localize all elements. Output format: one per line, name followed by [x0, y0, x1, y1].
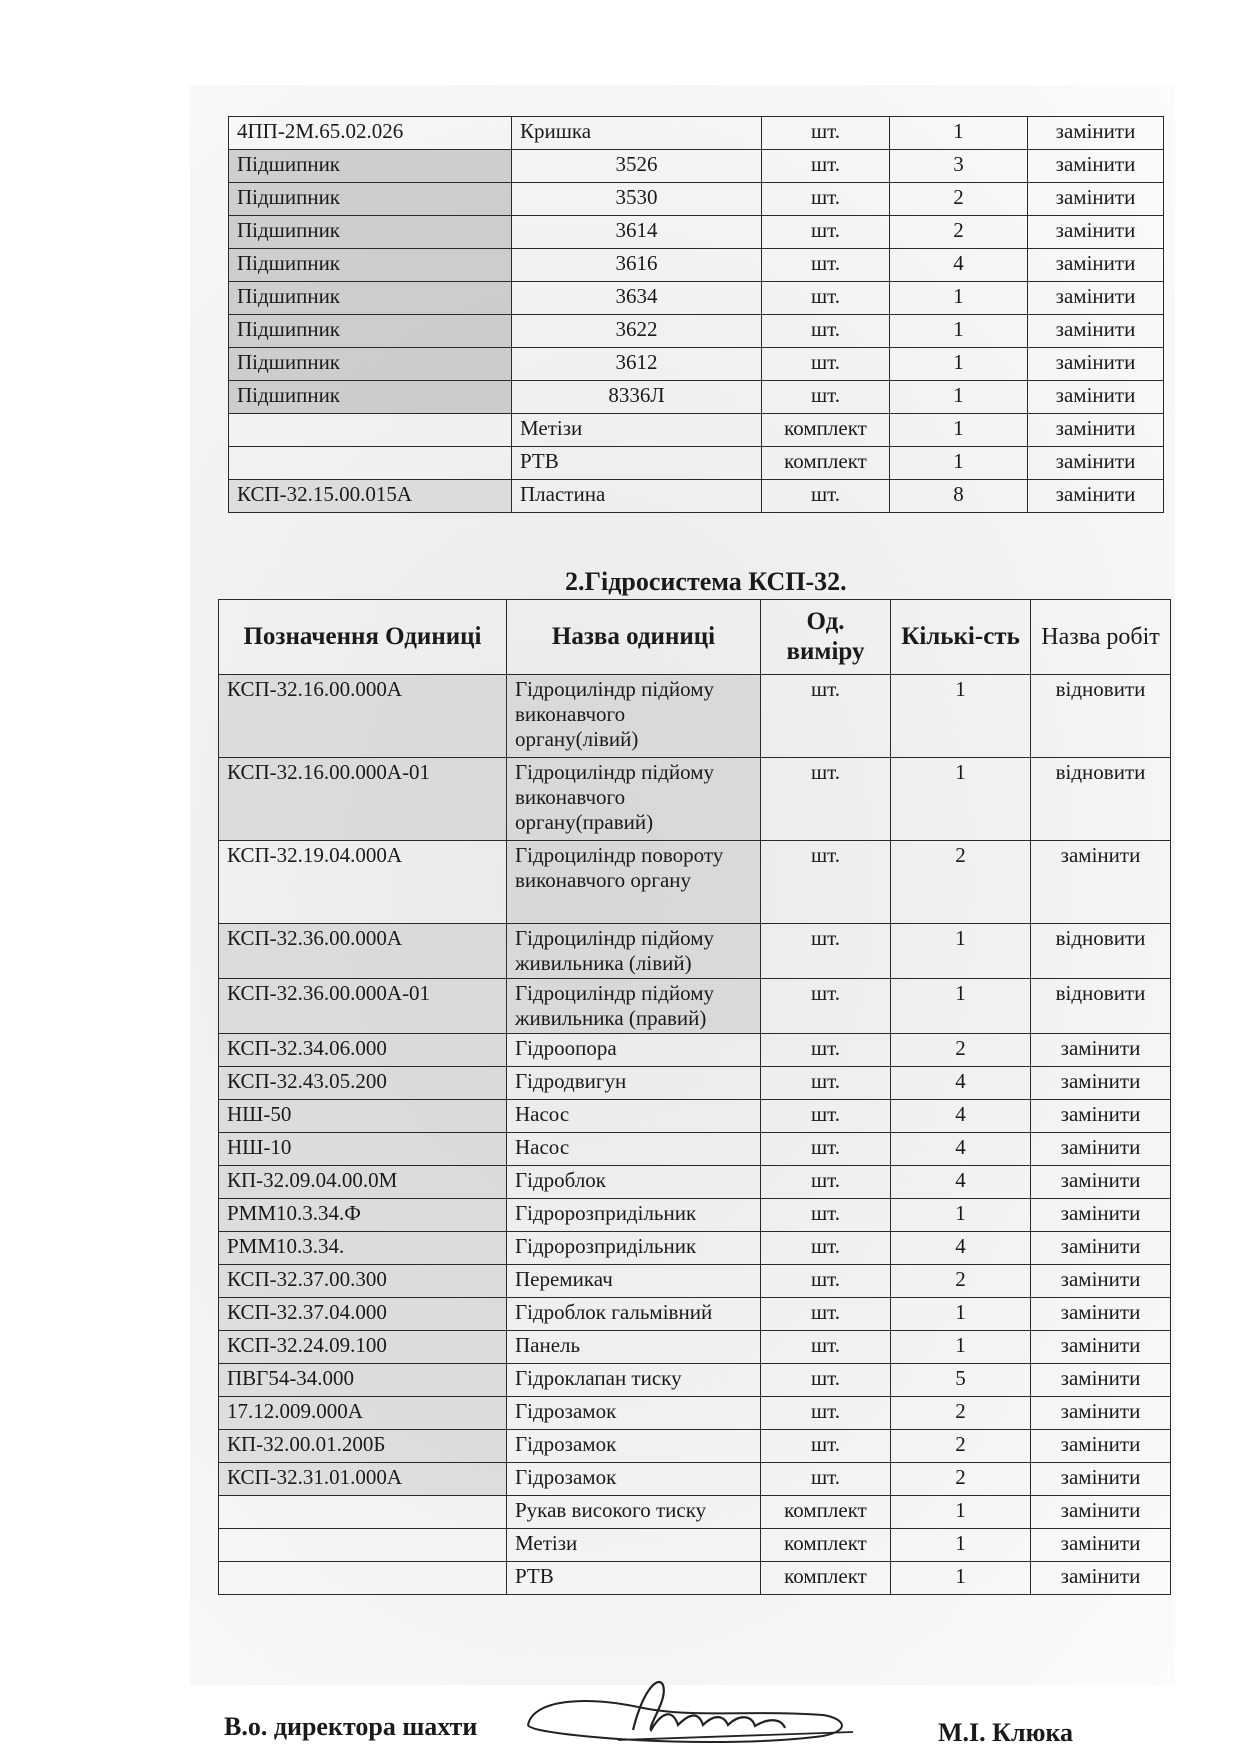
cell-designation: Підшипник: [229, 348, 512, 381]
cell-work: замінити: [1031, 1133, 1171, 1166]
cell-designation: РММ10.3.34.: [219, 1232, 507, 1265]
cell-name: Гідроцилiндр підйому живильника (правий): [507, 979, 761, 1034]
cell-name: Гідроцилiндр підйому живильника (лівий): [507, 924, 761, 979]
cell-name: 3622: [512, 315, 762, 348]
cell-qty: 3: [890, 150, 1028, 183]
header-designation: Позначення Одиниці: [219, 600, 507, 675]
cell-qty: 2: [891, 1397, 1031, 1430]
cell-qty: 2: [890, 183, 1028, 216]
cell-unit: шт.: [762, 150, 890, 183]
cell-qty: 1: [890, 282, 1028, 315]
table-row: [219, 924, 1171, 979]
cell-designation: КСП-32.15.00.015А: [229, 480, 512, 513]
cell-name: Гідрозамок: [507, 1397, 761, 1430]
signatory-name: М.І. Клюка: [938, 1718, 1074, 1747]
cell-qty: 1: [891, 758, 1031, 841]
cell-work: замінити: [1028, 348, 1164, 381]
cell-work: замінити: [1031, 1100, 1171, 1133]
header-name: Назва одиниці: [507, 600, 761, 675]
cell-qty: 1: [891, 924, 1031, 979]
cell-unit: комплект: [762, 414, 890, 447]
cell-name: 3526: [512, 150, 762, 183]
cell-name: РТВ: [507, 1562, 761, 1595]
cell-unit: шт.: [761, 1364, 891, 1397]
cell-name: 3530: [512, 183, 762, 216]
cell-work: замінити: [1028, 183, 1164, 216]
cell-designation: КП-32.09.04.00.0М: [219, 1166, 507, 1199]
cell-unit: комплект: [761, 1529, 891, 1562]
cell-name: 3614: [512, 216, 762, 249]
cell-work: замінити: [1028, 249, 1164, 282]
cell-qty: 2: [891, 1430, 1031, 1463]
cell-designation: КСП-32.19.04.000А: [219, 841, 507, 924]
cell-work: замінити: [1031, 1265, 1171, 1298]
cell-work: замінити: [1031, 1166, 1171, 1199]
cell-name: Гідророзпридільник: [507, 1199, 761, 1232]
cell-unit: шт.: [761, 841, 891, 924]
cell-name: Рукав високого тиску: [507, 1496, 761, 1529]
cell-work: замінити: [1028, 282, 1164, 315]
cell-unit: шт.: [761, 1034, 891, 1067]
cell-qty: 2: [891, 1463, 1031, 1496]
table-row: [229, 183, 1164, 216]
cell-designation: Підшипник: [229, 381, 512, 414]
handwritten-signature: [523, 1670, 863, 1750]
cell-unit: комплект: [762, 447, 890, 480]
cell-work: замінити: [1031, 1298, 1171, 1331]
cell-name: 3616: [512, 249, 762, 282]
cell-name: 3612: [512, 348, 762, 381]
table-row: [229, 117, 1164, 150]
cell-designation: КСП-32.43.05.200: [219, 1067, 507, 1100]
cell-unit: шт.: [761, 1430, 891, 1463]
cell-designation: Підшипник: [229, 249, 512, 282]
cell-name: РТВ: [512, 447, 762, 480]
cell-designation: РММ10.3.34.Ф: [219, 1199, 507, 1232]
cell-work: замінити: [1028, 480, 1164, 513]
table-row: [219, 1463, 1171, 1496]
cell-qty: 1: [891, 1331, 1031, 1364]
cell-qty: 1: [890, 447, 1028, 480]
cell-work: замінити: [1028, 447, 1164, 480]
table-row: [219, 1496, 1171, 1529]
signature-block: [218, 1670, 1118, 1747]
cell-qty: 1: [891, 1529, 1031, 1562]
cell-unit: шт.: [761, 1331, 891, 1364]
table-row: [219, 1265, 1171, 1298]
cell-qty: 4: [890, 249, 1028, 282]
hydraulic-table-body: [219, 675, 1171, 1595]
cell-designation: [219, 1562, 507, 1595]
cell-designation: КСП-32.16.00.000А: [219, 675, 507, 758]
cell-name: Гідрозамок: [507, 1463, 761, 1496]
cell-name: Насос: [507, 1133, 761, 1166]
cell-qty: 1: [891, 1298, 1031, 1331]
cell-work: замінити: [1031, 1232, 1171, 1265]
cell-designation: [219, 1496, 507, 1529]
cell-designation: ПВГ54-34.000: [219, 1364, 507, 1397]
cell-name: Метізи: [512, 414, 762, 447]
cell-designation: НШ-50: [219, 1100, 507, 1133]
cell-name: 3634: [512, 282, 762, 315]
cell-unit: шт.: [762, 315, 890, 348]
cell-work: замінити: [1031, 1364, 1171, 1397]
cell-unit: шт.: [761, 1265, 891, 1298]
cell-unit: шт.: [762, 480, 890, 513]
cell-designation: НШ-10: [219, 1133, 507, 1166]
cell-unit: шт.: [761, 1166, 891, 1199]
cell-unit: шт.: [761, 1133, 891, 1166]
cell-unit: шт.: [761, 1463, 891, 1496]
cell-name: Гідроклапан тиску: [507, 1364, 761, 1397]
cell-work: замінити: [1031, 1397, 1171, 1430]
cell-designation: КСП-32.31.01.000А: [219, 1463, 507, 1496]
cell-unit: шт.: [762, 249, 890, 282]
cell-qty: 4: [891, 1067, 1031, 1100]
cell-designation: КСП-32.34.06.000: [219, 1034, 507, 1067]
cell-designation: КП-32.00.01.200Б: [219, 1430, 507, 1463]
table-row: [219, 1034, 1171, 1067]
cell-name: Гідродвигун: [507, 1067, 761, 1100]
cell-name: Гідроцилiндр підйому виконавчого органу(лівий): [507, 675, 761, 758]
parts-table-continued: [228, 116, 1164, 513]
cell-qty: 4: [891, 1133, 1031, 1166]
cell-qty: 2: [891, 1265, 1031, 1298]
table-row: [219, 675, 1171, 758]
cell-unit: шт.: [761, 1100, 891, 1133]
cell-qty: 1: [891, 1562, 1031, 1595]
cell-designation: КСП-32.24.09.100: [219, 1331, 507, 1364]
cell-name: Гідроцилiндр підйому виконавчого органу(правий): [507, 758, 761, 841]
cell-name: Насос: [507, 1100, 761, 1133]
table-row: [219, 1199, 1171, 1232]
header-work: Назва робіт: [1031, 600, 1171, 675]
cell-work: замінити: [1031, 1463, 1171, 1496]
cell-qty: 1: [890, 117, 1028, 150]
cell-qty: 2: [891, 1034, 1031, 1067]
cell-work: замінити: [1028, 315, 1164, 348]
cell-qty: 1: [891, 979, 1031, 1034]
cell-unit: шт.: [761, 758, 891, 841]
signatory-role: В.о. директора шахти: [224, 1712, 478, 1741]
cell-qty: 1: [890, 348, 1028, 381]
cell-qty: 4: [891, 1100, 1031, 1133]
cell-qty: 1: [891, 1199, 1031, 1232]
cell-qty: 5: [891, 1364, 1031, 1397]
cell-work: відновити: [1031, 675, 1171, 758]
cell-work: замінити: [1031, 1529, 1171, 1562]
cell-qty: 1: [891, 675, 1031, 758]
cell-work: замінити: [1028, 216, 1164, 249]
table-row: [219, 1298, 1171, 1331]
table-row: [229, 315, 1164, 348]
cell-name: Гідроблок гальмівний: [507, 1298, 761, 1331]
cell-name: Гідроблок: [507, 1166, 761, 1199]
cell-designation: КСП-32.36.00.000А: [219, 924, 507, 979]
cell-work: замінити: [1028, 414, 1164, 447]
cell-unit: шт.: [762, 381, 890, 414]
table-row: [229, 381, 1164, 414]
cell-designation: КСП-32.37.04.000: [219, 1298, 507, 1331]
cell-unit: шт.: [761, 924, 891, 979]
cell-name: Гідрозамок: [507, 1430, 761, 1463]
cell-designation: [219, 1529, 507, 1562]
cell-qty: 4: [891, 1166, 1031, 1199]
table-row: [219, 1364, 1171, 1397]
table-row: [219, 1133, 1171, 1166]
table-row: [219, 1100, 1171, 1133]
cell-unit: шт.: [761, 1298, 891, 1331]
cell-name: Метізи: [507, 1529, 761, 1562]
cell-work: замінити: [1031, 1067, 1171, 1100]
table-header-row: [219, 600, 1171, 675]
cell-designation: Підшипник: [229, 216, 512, 249]
cell-name: Перемикач: [507, 1265, 761, 1298]
cell-qty: 4: [891, 1232, 1031, 1265]
cell-unit: шт.: [762, 348, 890, 381]
cell-designation: [229, 414, 512, 447]
cell-designation: Підшипник: [229, 282, 512, 315]
header-unit: Од. виміру: [761, 600, 891, 675]
cell-qty: 1: [890, 315, 1028, 348]
cell-unit: шт.: [761, 1199, 891, 1232]
table-row: [229, 414, 1164, 447]
table-row: [229, 216, 1164, 249]
cell-unit: шт.: [761, 675, 891, 758]
cell-unit: шт.: [761, 1067, 891, 1100]
cell-work: замінити: [1028, 150, 1164, 183]
table-row: [219, 1166, 1171, 1199]
header-qty: Кількі-сть: [891, 600, 1031, 675]
cell-name: 8336Л: [512, 381, 762, 414]
cell-unit: шт.: [762, 216, 890, 249]
cell-qty: 1: [890, 381, 1028, 414]
cell-work: відновити: [1031, 924, 1171, 979]
cell-work: замінити: [1031, 1430, 1171, 1463]
table-row: [229, 150, 1164, 183]
cell-work: замінити: [1031, 841, 1171, 924]
cell-qty: 8: [890, 480, 1028, 513]
parts-table-body: [229, 117, 1164, 513]
cell-qty: 2: [891, 841, 1031, 924]
cell-unit: шт.: [761, 979, 891, 1034]
table-row: [229, 480, 1164, 513]
section-title: 2.Гідросистема КСП-32.: [565, 567, 847, 596]
cell-designation: КСП-32.37.00.300: [219, 1265, 507, 1298]
table-row: [229, 282, 1164, 315]
table-row: [219, 1430, 1171, 1463]
cell-work: замінити: [1031, 1496, 1171, 1529]
cell-designation: Підшипник: [229, 150, 512, 183]
cell-designation: 4ПП-2М.65.02.026: [229, 117, 512, 150]
table-row: [219, 1232, 1171, 1265]
cell-designation: КСП-32.16.00.000А-01: [219, 758, 507, 841]
hydraulic-system-table: [218, 599, 1171, 1595]
table-row: [219, 1529, 1171, 1562]
cell-name: Гідроопора: [507, 1034, 761, 1067]
cell-work: замінити: [1031, 1562, 1171, 1595]
cell-designation: [229, 447, 512, 480]
cell-designation: Підшипник: [229, 183, 512, 216]
table-row: [229, 249, 1164, 282]
cell-designation: 17.12.009.000А: [219, 1397, 507, 1430]
cell-unit: шт.: [761, 1232, 891, 1265]
cell-unit: комплект: [761, 1562, 891, 1595]
cell-work: замінити: [1031, 1034, 1171, 1067]
table-row: [219, 1331, 1171, 1364]
cell-designation: КСП-32.36.00.000А-01: [219, 979, 507, 1034]
cell-name: Панель: [507, 1331, 761, 1364]
cell-name: Гідророзпридільник: [507, 1232, 761, 1265]
cell-work: замінити: [1031, 1331, 1171, 1364]
cell-unit: комплект: [761, 1496, 891, 1529]
table-row: [219, 1067, 1171, 1100]
table-row: [219, 1397, 1171, 1430]
cell-name: Гідроцилiндр повороту виконавчого органу: [507, 841, 761, 924]
cell-unit: шт.: [762, 183, 890, 216]
cell-qty: 1: [891, 1496, 1031, 1529]
cell-work: замінити: [1031, 1199, 1171, 1232]
cell-unit: шт.: [762, 282, 890, 315]
cell-name: Пластина: [512, 480, 762, 513]
cell-work: замінити: [1028, 381, 1164, 414]
table-row: [219, 841, 1171, 924]
cell-work: відновити: [1031, 979, 1171, 1034]
cell-name: Кришка: [512, 117, 762, 150]
cell-qty: 2: [890, 216, 1028, 249]
table-row: [219, 979, 1171, 1034]
table-row: [229, 348, 1164, 381]
cell-work: відновити: [1031, 758, 1171, 841]
cell-work: замінити: [1028, 117, 1164, 150]
cell-qty: 1: [890, 414, 1028, 447]
cell-unit: шт.: [762, 117, 890, 150]
table-row: [229, 447, 1164, 480]
table-row: [219, 1562, 1171, 1595]
cell-unit: шт.: [761, 1397, 891, 1430]
table-row: [219, 758, 1171, 841]
cell-designation: Підшипник: [229, 315, 512, 348]
